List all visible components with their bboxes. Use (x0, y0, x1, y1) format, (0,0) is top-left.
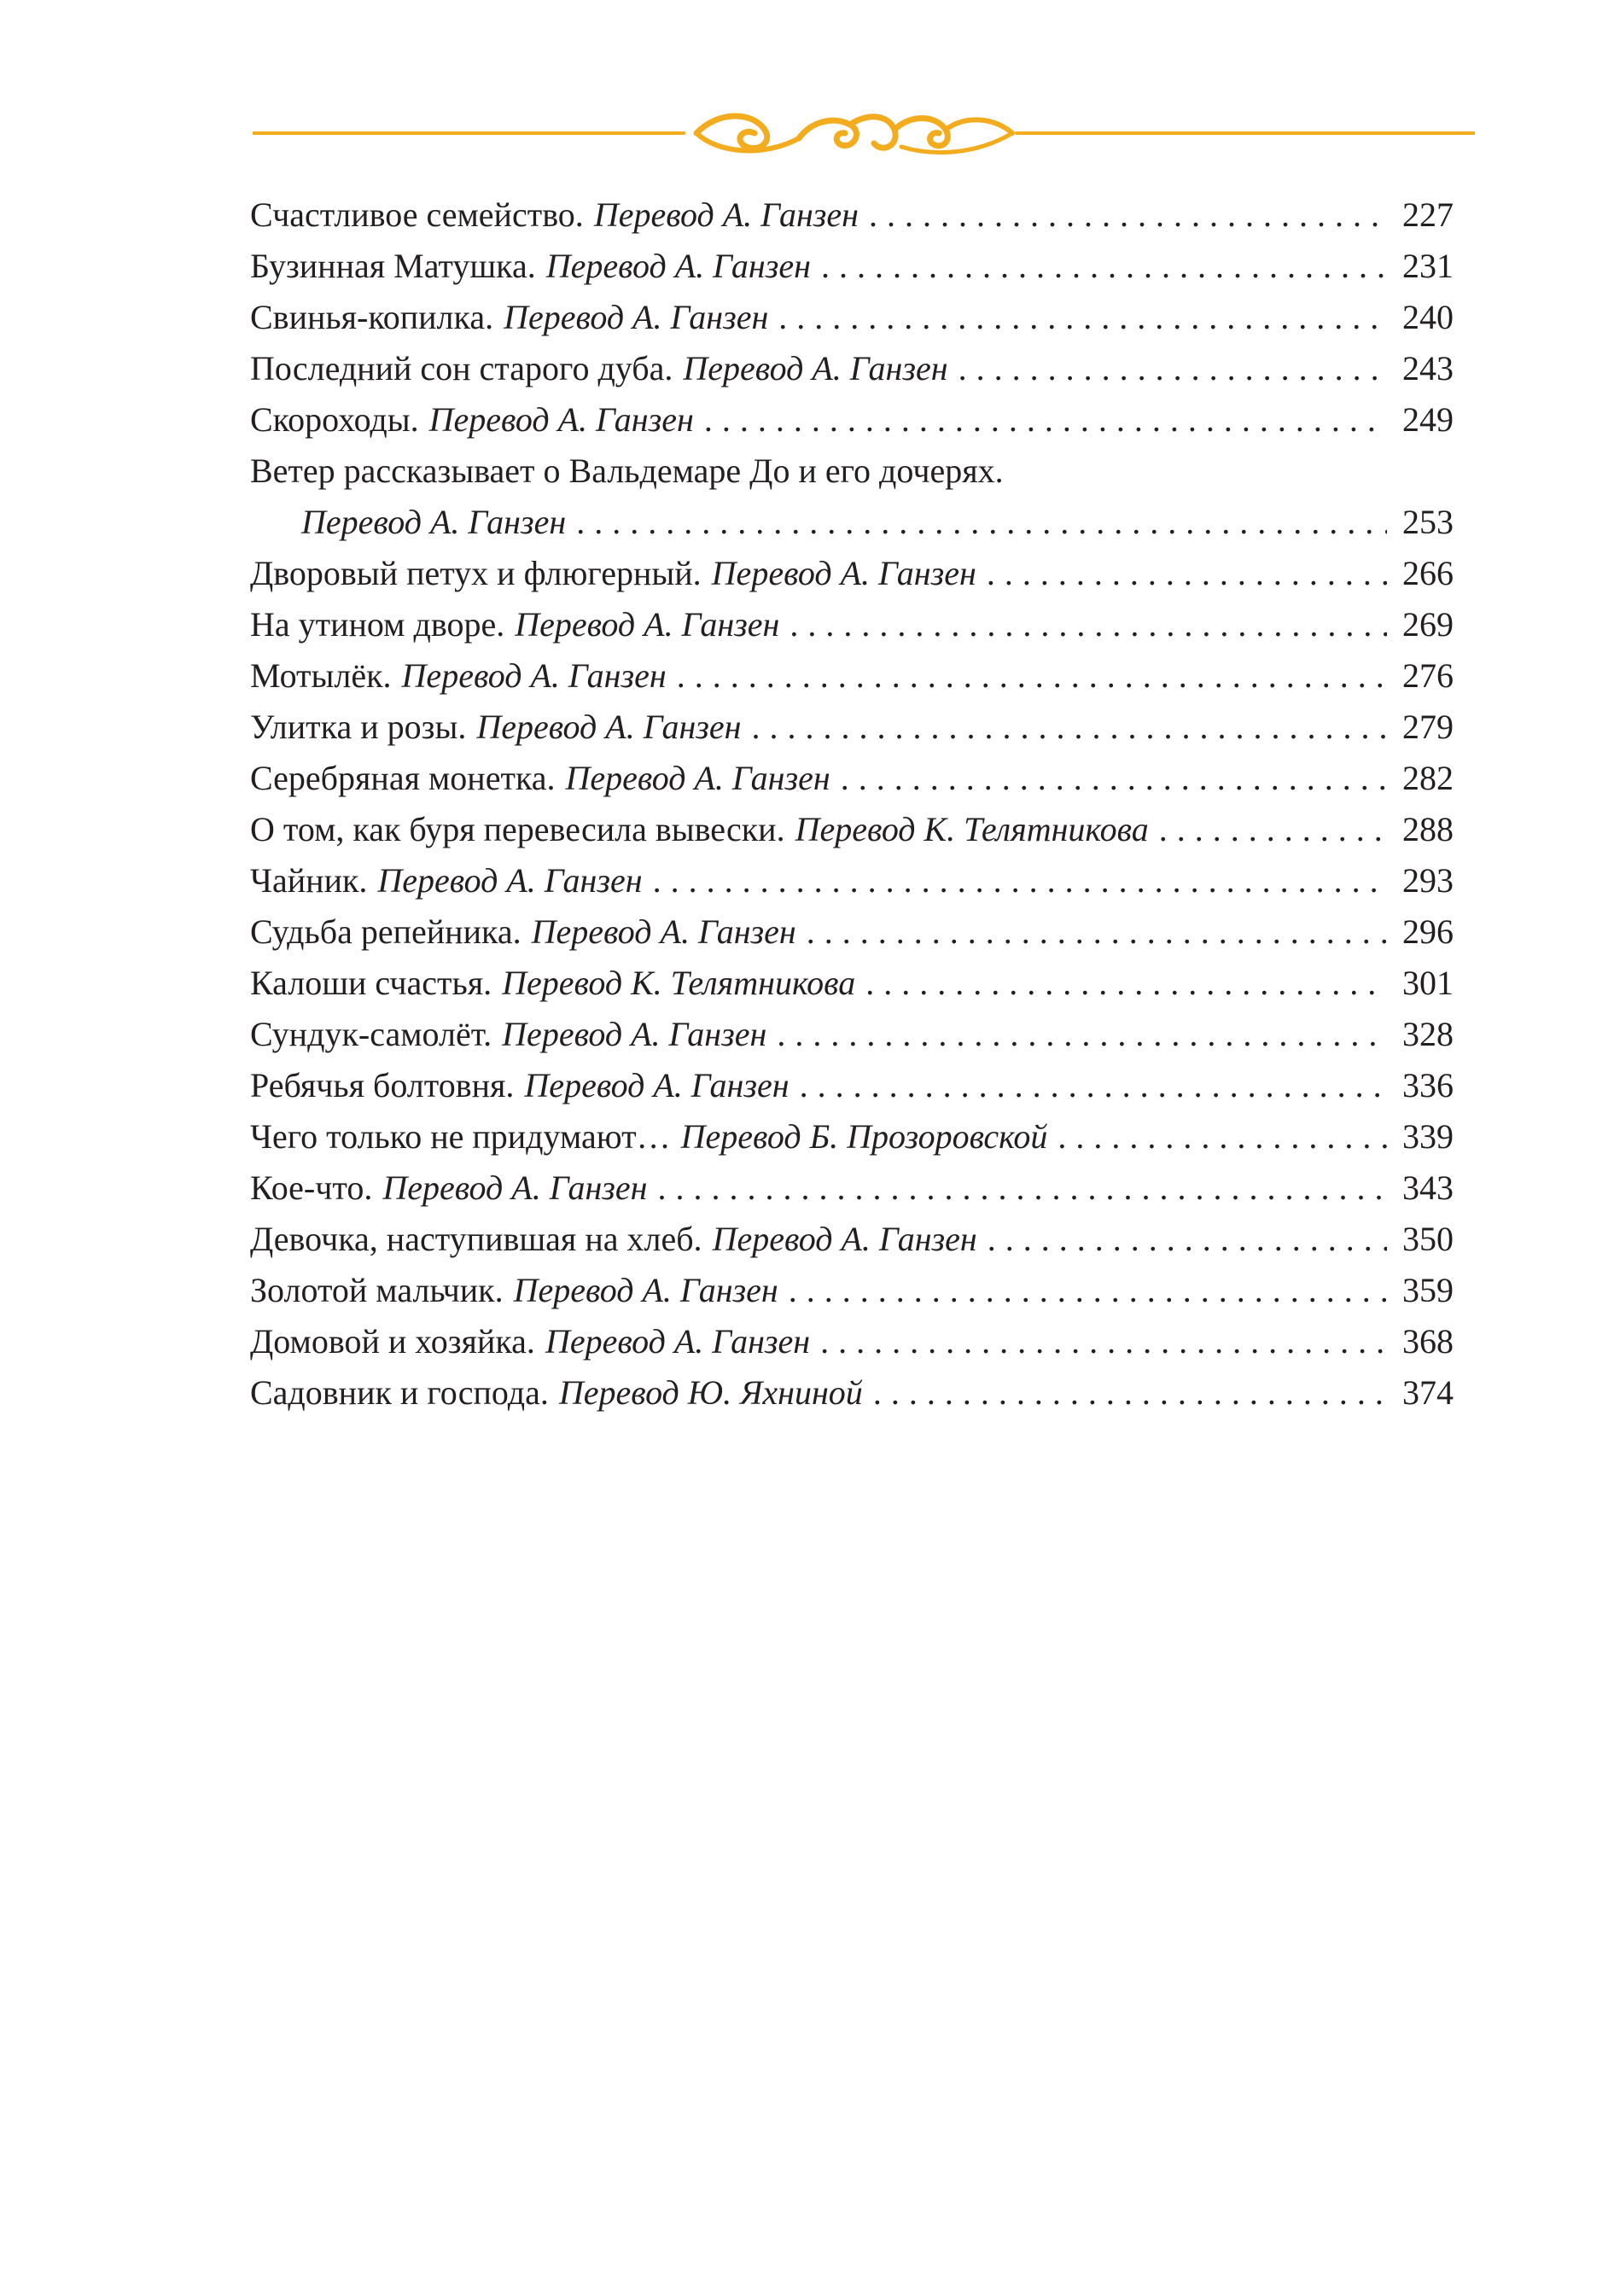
entry-title: Последний сон старого дуба. (250, 349, 673, 388)
entry-page-number: 282 (1402, 759, 1454, 797)
entry-title: Свинья-копилка. (250, 298, 494, 336)
entry-translator: Перевод А. Ганзен (476, 708, 742, 746)
dot-leader (873, 1367, 1387, 1419)
entry-translator: Перевод А. Ганзен (524, 1066, 790, 1104)
entry-page-number: 266 (1402, 554, 1454, 592)
dot-leader (789, 1265, 1387, 1316)
entry-translator: Перевод А. Ганзен (301, 503, 567, 541)
entry-title: Садовник и господа. (250, 1373, 549, 1412)
toc-entry (250, 702, 1454, 753)
entry-title: Судьба репейника. (250, 912, 521, 951)
entry-translator: Перевод Ю. Яхниной (558, 1373, 863, 1412)
ornament-flourish-icon (253, 104, 1475, 166)
toc-entry (250, 548, 1454, 599)
dot-leader (869, 189, 1387, 241)
toc-entry (250, 650, 1454, 702)
entry-page-number: 328 (1402, 1015, 1454, 1053)
dot-leader (1159, 804, 1387, 855)
entry-page-number: 227 (1402, 195, 1454, 234)
entry-title: Золотой мальчик. (250, 1271, 504, 1309)
entry-page-number: 336 (1402, 1066, 1454, 1104)
entry-page-number: 231 (1402, 247, 1454, 285)
entry-title: Девочка, наступившая на хлеб. (250, 1220, 702, 1258)
dot-leader (653, 855, 1387, 906)
entry-page-number: 243 (1402, 349, 1454, 388)
toc-entry (250, 241, 1454, 292)
entry-page-number: 249 (1402, 400, 1454, 439)
toc-entry (250, 1316, 1454, 1367)
dot-leader (800, 1060, 1387, 1111)
entry-page-number: 253 (1402, 503, 1454, 541)
entry-translator: Перевод А. Ганзен (428, 400, 694, 439)
entry-translator: Перевод А. Ганзен (504, 298, 769, 336)
entry-title: Дворовый петух и флюгерный. (250, 554, 702, 592)
dot-leader (778, 292, 1387, 343)
dot-leader (841, 753, 1387, 804)
entry-title: Счастливое семейство. (250, 195, 584, 234)
entry-translator: Перевод А. Ганзен (593, 195, 859, 234)
toc-entry (250, 1265, 1454, 1316)
entry-page-number: 343 (1402, 1168, 1454, 1207)
entry-title: Ветер рассказывает о Вальдемаре До и его дочерях. (250, 452, 1004, 490)
entry-translator: Перевод А. Ганзен (515, 605, 780, 644)
entry-translator: Перевод К. Телятникова (795, 810, 1149, 848)
toc-entry (250, 906, 1454, 958)
ornament-divider (253, 104, 1475, 166)
dot-leader (1058, 1111, 1387, 1163)
entry-translator: Перевод А. Ганзен (711, 554, 976, 592)
entry-translator: Перевод А. Ганзен (401, 656, 667, 695)
dot-leader (677, 650, 1387, 702)
dot-leader (777, 1009, 1387, 1060)
entry-page-number: 301 (1402, 964, 1454, 1002)
entry-title: Серебряная монетка. (250, 759, 556, 797)
toc-entry (250, 1214, 1454, 1265)
entry-page-number: 339 (1402, 1117, 1454, 1156)
toc-entry (250, 1367, 1454, 1419)
toc-entry (250, 1060, 1454, 1111)
dot-leader (704, 394, 1387, 446)
entry-page-number: 279 (1402, 708, 1454, 746)
toc-entry (250, 1111, 1454, 1163)
toc-entry (250, 343, 1454, 394)
dot-leader (807, 906, 1387, 958)
dot-leader (576, 497, 1387, 548)
entry-translator: Перевод А. Ганзен (513, 1271, 778, 1309)
entry-translator: Перевод А. Ганзен (502, 1015, 767, 1053)
entry-translator: Перевод А. Ганзен (382, 1168, 648, 1207)
entry-title: Мотылёк. (250, 656, 392, 695)
dot-leader (987, 548, 1387, 599)
dot-leader (821, 241, 1387, 292)
entry-title: Сундук-самолёт. (250, 1015, 492, 1053)
dot-leader (988, 1214, 1387, 1265)
entry-translator: Перевод А. Ганзен (545, 247, 811, 285)
dot-leader (958, 343, 1387, 394)
entry-page-number: 293 (1402, 861, 1454, 900)
entry-title: Чего только не придумают… (250, 1117, 671, 1156)
entry-title: На утином дворе. (250, 605, 505, 644)
entry-title: Ребячья болтовня. (250, 1066, 515, 1104)
entry-title: Бузинная Матушка. (250, 247, 536, 285)
entry-title: Калоши счастья. (250, 964, 492, 1002)
entry-title: О том, как буря перевесила вывески. (250, 810, 785, 848)
toc-entry (250, 1009, 1454, 1060)
toc-entry (250, 292, 1454, 343)
toc-entry (250, 753, 1454, 804)
entry-page-number: 359 (1402, 1271, 1454, 1309)
entry-title: Кое-что. (250, 1168, 373, 1207)
entry-page-number: 368 (1402, 1322, 1454, 1361)
entry-page-number: 350 (1402, 1220, 1454, 1258)
entry-translator: Перевод Б. Прозоровской (680, 1117, 1048, 1156)
entry-translator: Перевод А. Ганзен (377, 861, 643, 900)
entry-translator: Перевод А. Ганзен (545, 1322, 811, 1361)
entry-page-number: 288 (1402, 810, 1454, 848)
toc-entry (250, 1163, 1454, 1214)
dot-leader (865, 958, 1387, 1009)
toc-entry (250, 958, 1454, 1009)
dot-leader (820, 1316, 1387, 1367)
dot-leader (790, 599, 1387, 650)
toc-entry (250, 394, 1454, 446)
toc-entry (250, 446, 1454, 548)
toc-entry (250, 189, 1454, 241)
entry-translator: Перевод К. Телятникова (502, 964, 856, 1002)
entry-translator: Перевод А. Ганзен (683, 349, 948, 388)
toc-entry (250, 855, 1454, 906)
entry-page-number: 269 (1402, 605, 1454, 644)
table-of-contents (250, 189, 1454, 1419)
entry-title: Улитка и розы. (250, 708, 467, 746)
entry-page-number: 374 (1402, 1373, 1454, 1412)
entry-translator: Перевод А. Ганзен (565, 759, 830, 797)
dot-leader (752, 702, 1387, 753)
toc-entry (250, 804, 1454, 855)
entry-translator: Перевод А. Ганзен (712, 1220, 977, 1258)
entry-page-number: 276 (1402, 656, 1454, 695)
entry-title: Домовой и хозяйка. (250, 1322, 535, 1361)
dot-leader (658, 1163, 1387, 1214)
entry-title: Чайник. (250, 861, 368, 900)
toc-entry (250, 599, 1454, 650)
entry-title: Скороходы. (250, 400, 419, 439)
entry-page-number: 240 (1402, 298, 1454, 336)
entry-translator: Перевод А. Ганзен (531, 912, 796, 951)
entry-page-number: 296 (1402, 912, 1454, 951)
